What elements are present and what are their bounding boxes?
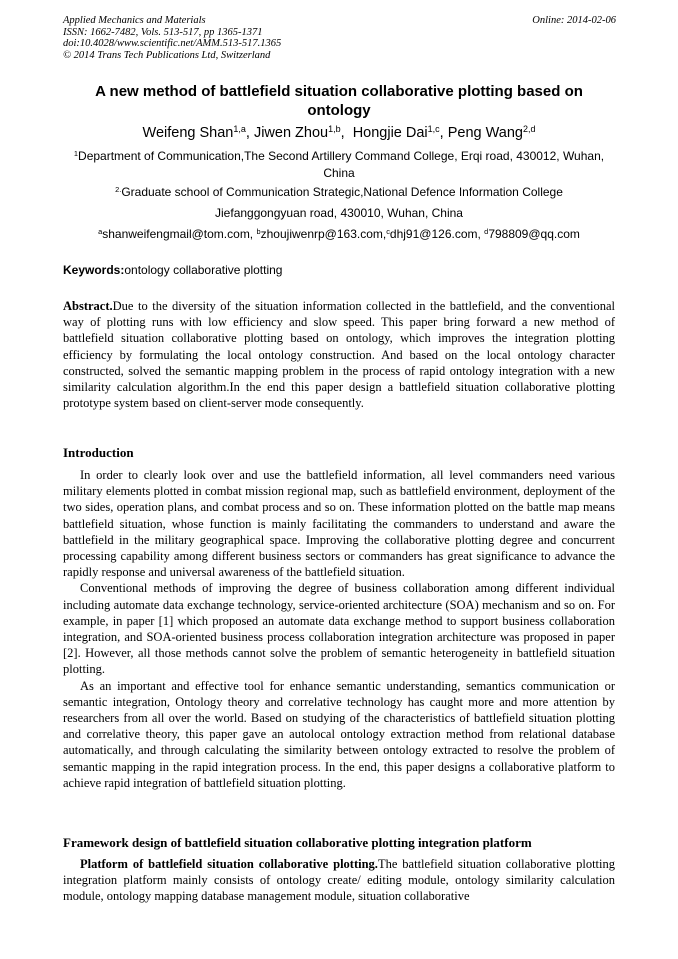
abstract-paragraph xyxy=(63,298,615,411)
author-name: Weifeng Shan xyxy=(142,125,234,141)
email-c: dhj91@126.com, xyxy=(389,227,485,241)
online-date: Online: 2014-02-06 xyxy=(532,15,616,26)
email-sup: b xyxy=(256,226,261,236)
doi-line: doi:10.4028/www.scientific.net/AMM.513-517.1365 xyxy=(63,38,282,50)
email-a: shanweifengmail@tom.com, xyxy=(102,227,257,241)
author-name: Jiwen Zhou xyxy=(253,125,329,141)
keywords-text: ontology collaborative plotting xyxy=(124,263,283,277)
author-sup: 1,c xyxy=(427,124,440,135)
author-sup: 2,d xyxy=(522,124,536,135)
introduction-heading: Introduction xyxy=(63,445,134,460)
copyright-line: © 2014 Trans Tech Publications Ltd, Switzerland xyxy=(63,49,271,61)
abstract-text: Due to the diversity of the situation information collected in the battlefield, and the conventional way of plotting runs with low efficiency and slow speed. This paper bring forward a new method of battlefield situation collaborative plotting based on ontology, which improves the integration plotting efficiency by formulating the local ontology construction. And based on the local ontology character constructed, solved the semantic mapping problem in the process of rapid ontology integration with a new similarity calculation algorithm.In the end this paper design a battlefield situation collaborative plotting prototype system based on client-server mode consequently. xyxy=(63,299,615,411)
intro-paragraph-3: As an important and effective tool for enhance semantic understanding, semantics communication or semantic integration, Ontology theory and correlative technology has caught more and more attention by researchers from all over the world. Based on studying of the characteristics of battlefield situation plotting and correlative theory, this paper gave an autolocal ontology extraction method from relational database automatically, and through calculating the similarity between ontology extracted to resolve the problem of semantic mapping in the rapid integration process. In the end, this paper designs a collaborative platform to achieve rapid integration of battlefield situation plotting. xyxy=(63,678,615,790)
email-sup: c xyxy=(386,226,390,236)
author-sup: 1,b xyxy=(328,124,341,135)
journal-header xyxy=(63,15,281,61)
intro-paragraph-2: Conventional methods of improving the degree of business collaboration among different individual including automate data exchange technology, service-oriented architecture (SOA) mechanism and so on. For example, in paper [1] which proposed an automate data exchange method to support business collaboration integration, and SOA-oriented business process collaboration integration architecture was proposed in paper [2]. However, all those methods cannot solve the problem of semantic heterogeneity in battlefield situation plotting. xyxy=(63,581,615,677)
issn-line: ISSN: 1662-7482, Vols. 513-517, pp 1365-1371 xyxy=(63,26,263,38)
keywords-label: Keywords: xyxy=(63,263,125,277)
intro-paragraph-1: In order to clearly look over and use the battlefield information, all level commanders need various military elements plotted in combat mission regional map, such as battlefield environment, deployment of the two sides, operation plans, and combat process and so on. These information plotted on the battle map means battlefield situation, whose function is mainly facilitating the commanders to understand and aware the battlefield in the military geographical space. Improving the collaborative plotting degree and concurrent processing capability among different business sectors or commanders has great significance to advance the rapidly response and universal awareness of the battlefield situation. xyxy=(63,468,615,580)
email-d: 798809@qq.com xyxy=(488,227,580,241)
framework-body xyxy=(63,856,615,905)
framework-text: The battlefield situation collaborative plotting integration platform mainly consists of ontology create/ editing module, ontology similarity calculation module, ontology mapping database management module, situation collaborative xyxy=(63,857,615,904)
author-name: Hongjie Dai xyxy=(352,125,428,141)
journal-name: Applied Mechanics and Materials xyxy=(63,15,206,26)
introduction-body xyxy=(63,467,615,791)
author-name: Peng Wang xyxy=(447,125,523,141)
affiliation-2 xyxy=(63,184,615,201)
affiliation-1 xyxy=(63,148,615,182)
keywords xyxy=(63,262,282,278)
framework-lead: Platform of battlefield situation collaborative plotting. xyxy=(80,857,378,871)
affiliation-sup: 2. xyxy=(115,184,122,194)
email-sup: d xyxy=(484,226,489,236)
email-b: zhoujiwenrp@163.com, xyxy=(260,227,387,241)
abstract xyxy=(63,298,615,411)
author-list: Weifeng Shan$^{1,a}$, Jiwen Zhou$^{1,b}$, Hongjie Dai$^{1,c}$, Peng Wang$^{2,d}$ xyxy=(142,124,536,141)
author-sup: 1,a xyxy=(233,124,246,135)
abstract-label: Abstract. xyxy=(63,299,113,313)
affiliation-text: Graduate school of Communication Strategic,National Defence Information College xyxy=(121,185,563,199)
affiliation-2-line2: Jiefanggongyuan road, 430010, Wuhan, China xyxy=(215,206,463,220)
affiliation-text: Department of Communication,The Second Artillery Command College, Erqi road, 430012, Wuhan, China xyxy=(78,149,605,180)
framework-paragraph xyxy=(63,856,615,905)
paper-title: A new method of battlefield situation collaborative plotting based on ontology xyxy=(95,83,583,119)
email-line xyxy=(63,226,615,243)
framework-heading: Framework design of battlefield situation collaborative plotting integration platform xyxy=(63,835,532,850)
email-sup: a xyxy=(98,226,103,236)
affiliation-sup: 1 xyxy=(73,148,79,158)
